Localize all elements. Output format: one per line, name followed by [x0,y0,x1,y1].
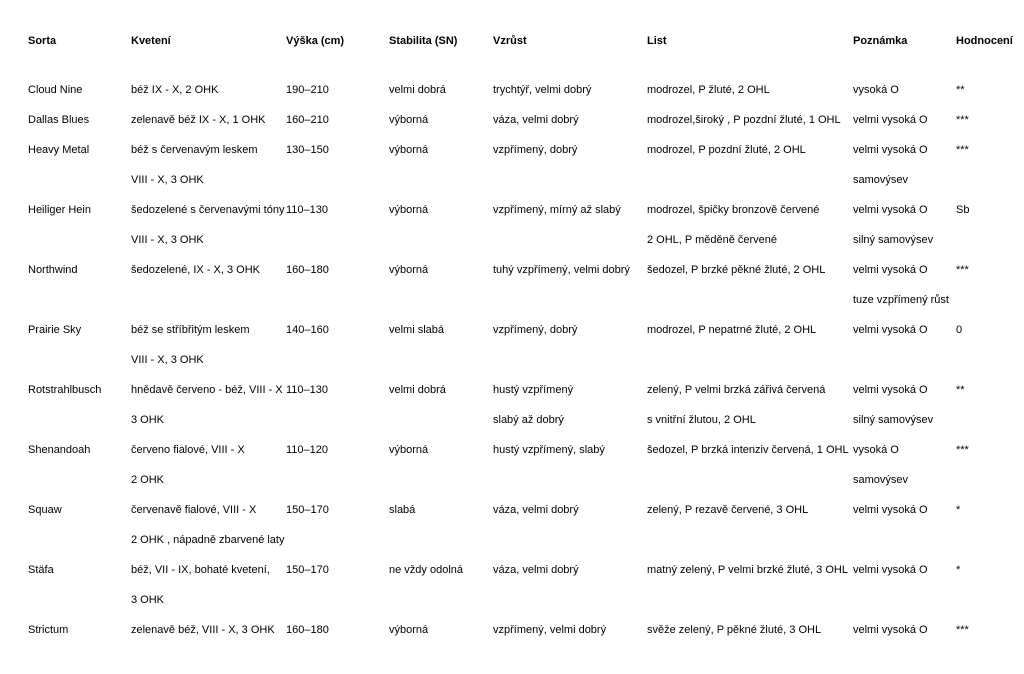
cell-sorta: Heavy Metal [28,144,90,156]
cell-vzrust: vzpřímený, dobrý [493,324,578,336]
cell-vyska: 110–130 [286,204,329,216]
cell-poznamka: tuze vzpřímený růst [853,294,949,306]
col-header-stabilita: Stabilita (SN) [389,35,458,47]
cell-sorta: Stäfa [28,564,54,576]
cell-hodnoceni: * [956,504,961,516]
cell-vzrust: vzpřímený, velmi dobrý [493,624,607,636]
col-header-poznamka: Poznámka [853,35,908,47]
cell-poznamka: velmi vysoká O [853,114,928,126]
cell-vzrust: trychtýř, velmi dobrý [493,84,592,96]
cell-kveteni: šedozelené, IX - X, 3 OHK [131,264,261,276]
cell-list: šedozel, P brzká intenziv červená, 1 OHL [647,444,849,456]
cell-list: šedozel, P brzké pěkné žluté, 2 OHL [647,264,826,276]
cell-sorta: Cloud Nine [28,84,83,96]
cell-vyska: 190–210 [286,84,329,96]
cell-stabilita: velmi slabá [389,324,445,336]
cell-vyska: 130–150 [286,144,329,156]
cell-vyska: 150–170 [286,504,329,516]
cell-poznamka: vysoká O [853,444,899,456]
cell-poznamka: velmi vysoká O [853,144,928,156]
col-header-vzrust: Vzrůst [493,35,527,47]
cell-hodnoceni: ** [956,384,965,396]
cell-stabilita: výborná [389,624,429,636]
cell-list: 2 OHL, P měděně červené [647,234,778,246]
cell-stabilita: ne vždy odolná [389,564,463,576]
cell-list: matný zelený, P velmi brzké žluté, 3 OHL [647,564,848,576]
cell-hodnoceni: 0 [956,324,963,336]
cell-vyska: 140–160 [286,324,329,336]
cell-kveteni: červeno fialové, VIII - X [131,444,245,456]
cell-list: modrozel,široký , P pozdní žluté, 1 OHL [647,114,841,126]
cell-vyska: 160–210 [286,114,329,126]
cell-hodnoceni: *** [956,444,969,456]
cell-stabilita: výborná [389,204,429,216]
cell-list: modrozel, špičky bronzově červené [647,204,820,216]
cell-vyska: 150–170 [286,564,329,576]
cell-hodnoceni: *** [956,114,969,126]
cell-stabilita: výborná [389,114,429,126]
cell-poznamka: velmi vysoká O [853,384,928,396]
cell-kveteni: béž, VII - IX, bohaté kvetení, [131,564,270,576]
cell-poznamka: samovýsev [853,174,909,186]
cell-kveteni: červenavě fialové, VIII - X [131,504,257,516]
cell-kveteni: VIII - X, 3 OHK [131,234,204,246]
cell-list: modrozel, P pozdní žluté, 2 OHL [647,144,806,156]
cell-stabilita: výborná [389,144,429,156]
cell-hodnoceni: *** [956,144,969,156]
cell-vyska: 110–130 [286,384,329,396]
col-header-list: List [647,35,667,47]
cell-kveteni: šedozelené s červenavými tóny [131,204,285,216]
cell-sorta: Shenandoah [28,444,91,456]
cell-sorta: Northwind [28,264,78,276]
cell-list: modrozel, P nepatrné žluté, 2 OHL [647,324,817,336]
cell-sorta: Squaw [28,504,62,516]
cell-vzrust: váza, velmi dobrý [493,564,579,576]
cell-stabilita: slabá [389,504,416,516]
cell-list: zelený, P velmi brzká zářivá červená [647,384,826,396]
cell-poznamka: velmi vysoká O [853,624,928,636]
cell-vzrust: hustý vzpřímený [493,384,574,396]
cell-hodnoceni: *** [956,624,969,636]
cell-list: s vnitřní žlutou, 2 OHL [647,414,756,426]
cell-kveteni: 3 OHK [131,594,165,606]
cell-kveteni: 2 OHK , nápadně zbarvené laty [131,534,285,546]
cell-sorta: Prairie Sky [28,324,82,336]
cell-kveteni: 2 OHK [131,474,165,486]
cell-poznamka: silný samovýsev [853,414,934,426]
col-header-hodnoceni: Hodnocení [956,35,1013,47]
cell-vzrust: hustý vzpřímený, slabý [493,444,605,456]
cell-sorta: Heiliger Hein [28,204,91,216]
cell-kveteni: hnědavě červeno - béž, VIII - X [131,384,283,396]
cell-kveteni: zelenavě béž IX - X, 1 OHK [131,114,266,126]
cell-poznamka: silný samovýsev [853,234,934,246]
cell-vyska: 160–180 [286,264,329,276]
cell-hodnoceni: ** [956,84,965,96]
cell-stabilita: výborná [389,444,429,456]
cell-hodnoceni: * [956,564,961,576]
cell-poznamka: velmi vysoká O [853,504,928,516]
cell-list: modrozel, P žluté, 2 OHL [647,84,770,96]
cell-vzrust: vzpřímený, dobrý [493,144,578,156]
cell-sorta: Strictum [28,624,69,636]
cell-vzrust: tuhý vzpřímený, velmi dobrý [493,264,630,276]
cell-kveteni: béž s červenavým leskem [131,144,258,156]
cell-vzrust: váza, velmi dobrý [493,114,579,126]
cell-stabilita: výborná [389,264,429,276]
cell-poznamka: vysoká O [853,84,899,96]
cell-poznamka: samovýsev [853,474,909,486]
cell-hodnoceni: *** [956,264,969,276]
cell-kveteni: 3 OHK [131,414,165,426]
cell-hodnoceni: Sb [956,204,970,216]
cell-stabilita: velmi dobrá [389,384,446,396]
cell-kveteni: zelenavě béž, VIII - X, 3 OHK [131,624,275,636]
cell-kveteni: VIII - X, 3 OHK [131,354,204,366]
cell-vyska: 110–120 [286,444,329,456]
col-header-kveteni: Kvetení [131,35,171,47]
cell-sorta: Dallas Blues [28,114,90,126]
cell-list: svěže zelený, P pěkné žluté, 3 OHL [647,624,822,636]
col-header-sorta: Sorta [28,35,57,47]
cell-poznamka: velmi vysoká O [853,264,928,276]
cell-kveteni: VIII - X, 3 OHK [131,174,204,186]
cell-vzrust: vzpřímený, mírný až slabý [493,204,621,216]
cell-poznamka: velmi vysoká O [853,564,928,576]
cell-sorta: Rotstrahlbusch [28,384,102,396]
cell-vzrust: slabý až dobrý [493,414,564,426]
col-header-vyska: Výška (cm) [286,35,345,47]
cell-list: zelený, P rezavě červené, 3 OHL [647,504,809,516]
cell-poznamka: velmi vysoká O [853,204,928,216]
cell-poznamka: velmi vysoká O [853,324,928,336]
cell-kveteni: béž IX - X, 2 OHK [131,84,219,96]
cell-kveteni: béž se stříbřitým leskem [131,324,250,336]
cell-vzrust: váza, velmi dobrý [493,504,579,516]
cell-stabilita: velmi dobrá [389,84,446,96]
cell-vyska: 160–180 [286,624,329,636]
